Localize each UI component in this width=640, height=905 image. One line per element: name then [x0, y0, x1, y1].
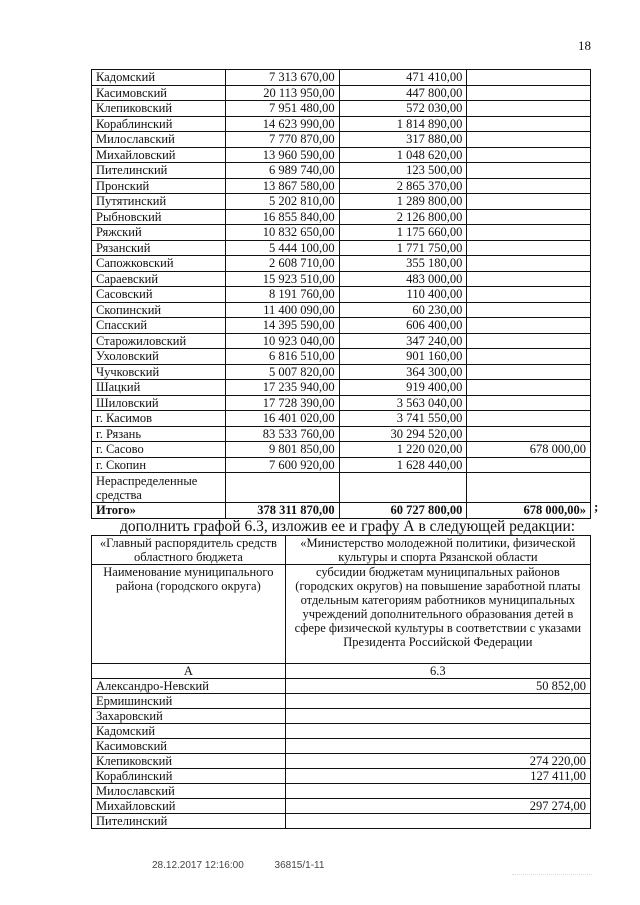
amount-c2: 7 770 870,00 [225, 132, 339, 148]
allocation-table [91, 69, 591, 519]
subsidy-value [285, 724, 590, 739]
amount-c2: 8 191 760,00 [225, 287, 339, 303]
amount-c3: 447 800,00 [339, 85, 467, 101]
district-name: Сараевский [92, 271, 226, 287]
amount-c4 [467, 147, 591, 163]
amount-c3: 572 030,00 [339, 101, 467, 117]
table-row [92, 147, 591, 163]
district-name: Рыбновский [92, 209, 226, 225]
footer [152, 860, 352, 871]
amount-c2: 17 235 940,00 [225, 380, 339, 396]
subsidy-value [285, 694, 590, 709]
amount-c3: 30 294 520,00 [339, 426, 467, 442]
district-name: г. Сасово [92, 442, 226, 458]
table-row [92, 101, 591, 117]
district-name: Кораблинский [92, 769, 286, 784]
amount-c3: 60 230,00 [339, 302, 467, 318]
amount-c3: 347 240,00 [339, 333, 467, 349]
total-label: Итого» [92, 503, 226, 519]
amount-c4 [467, 287, 591, 303]
district-name: Путятинский [92, 194, 226, 210]
table-row [92, 302, 591, 318]
table-row [92, 411, 591, 427]
district-name: Милославский [92, 132, 226, 148]
district-name: Пронский [92, 178, 226, 194]
amount-c4 [467, 116, 591, 132]
amount-c2: 5 202 810,00 [225, 194, 339, 210]
column-label-b: 6.3 [285, 664, 590, 679]
page-number: 18 [578, 38, 591, 53]
amount-c4 [467, 101, 591, 117]
amount-c4 [467, 271, 591, 287]
district-name: Пителинский [92, 814, 286, 829]
district-name: Спасский [92, 318, 226, 334]
table-row [92, 739, 591, 754]
header-row [92, 536, 591, 565]
amount-c4 [467, 349, 591, 365]
subsidy-value: 274 220,00 [285, 754, 590, 769]
district-name: Александро-Невский [92, 679, 286, 694]
district-name: Рязанский [92, 240, 226, 256]
district-name: Ермишинский [92, 694, 286, 709]
amount-c4 [467, 70, 591, 86]
amount-c2: 6 816 510,00 [225, 349, 339, 365]
table-row [92, 209, 591, 225]
subsidy-value [285, 739, 590, 754]
amount-c3: 1 771 750,00 [339, 240, 467, 256]
table-row-undistributed [92, 473, 591, 503]
faint-marks [512, 858, 592, 875]
table-row [92, 754, 591, 769]
table-row [92, 333, 591, 349]
table-row [92, 784, 591, 799]
subsidy-value [285, 709, 590, 724]
amount-c4 [467, 380, 591, 396]
district-name: Касимовский [92, 739, 286, 754]
amount-c3: 1 289 800,00 [339, 194, 467, 210]
footer-doc-id: 36815/1-11 [274, 860, 325, 871]
table-row [92, 814, 591, 829]
amount-c2: 7 313 670,00 [225, 70, 339, 86]
amount-c4 [467, 225, 591, 241]
amount-c2: 13 960 590,00 [225, 147, 339, 163]
table-row [92, 442, 591, 458]
amount-c2: 9 801 850,00 [225, 442, 339, 458]
district-name: Михайловский [92, 147, 226, 163]
amount-c3: 2 865 370,00 [339, 178, 467, 194]
amount-c3: 1 220 020,00 [339, 442, 467, 458]
amount-c4 [467, 302, 591, 318]
district-name: Шиловский [92, 395, 226, 411]
district-name: г. Скопин [92, 457, 226, 473]
table-row [92, 364, 591, 380]
footer-timestamp: 28.12.2017 12:16:00 [152, 860, 244, 871]
subsidy-value [285, 814, 590, 829]
amount-c2: 14 623 990,00 [225, 116, 339, 132]
amount-c2: 10 923 040,00 [225, 333, 339, 349]
amount-c3: 901 160,00 [339, 349, 467, 365]
amount-c3: 317 880,00 [339, 132, 467, 148]
amount-c4 [467, 318, 591, 334]
amount-c2: 7 600 920,00 [225, 457, 339, 473]
total-col2: 378 311 870,00 [225, 503, 339, 519]
table-row [92, 163, 591, 179]
header-left: «Главный распорядитель средств областного бюджета [92, 536, 286, 565]
table-row-total [92, 503, 591, 519]
amount-c3: 3 741 550,00 [339, 411, 467, 427]
district-name: Ухоловский [92, 349, 226, 365]
amount-c4 [467, 395, 591, 411]
district-name: Клепиковский [92, 101, 226, 117]
table-row [92, 240, 591, 256]
district-name: Сапожковский [92, 256, 226, 272]
amount-c3: 3 563 040,00 [339, 395, 467, 411]
table-row [92, 724, 591, 739]
table-row [92, 694, 591, 709]
district-name: Шацкий [92, 380, 226, 396]
district-name: Ряжский [92, 225, 226, 241]
district-name: Кадомский [92, 724, 286, 739]
amount-c2: 17 728 390,00 [225, 395, 339, 411]
amount-c2: 6 989 740,00 [225, 163, 339, 179]
amount-c2: 20 113 950,00 [225, 85, 339, 101]
subheader-left: Наименование муниципального района (городского округа) [92, 565, 286, 664]
subsidy-table-body [92, 679, 591, 829]
amount-c3: 1 175 660,00 [339, 225, 467, 241]
table-row [92, 395, 591, 411]
district-name: Сасовский [92, 287, 226, 303]
subsidy-value [285, 784, 590, 799]
district-name: Кадомский [92, 70, 226, 86]
subheader-right: субсидии бюджетам муниципальных районов (городских округов) на повышение заработной платы отдельным категориям работников муниципальных учреждений дополнительного образования детей в сфере физической культуры в соответствии с указами Президента Российской Федерации [285, 565, 590, 664]
column-label-row [92, 664, 591, 679]
table-row [92, 799, 591, 814]
amount-c4 [467, 194, 591, 210]
table-row [92, 679, 591, 694]
amount-c3: 1 048 620,00 [339, 147, 467, 163]
amount-c3: 1 628 440,00 [339, 457, 467, 473]
amount-c2: 10 832 650,00 [225, 225, 339, 241]
table-row [92, 70, 591, 86]
amount-c4 [467, 163, 591, 179]
amount-c3: 364 300,00 [339, 364, 467, 380]
table-row [92, 178, 591, 194]
subsidy-value: 127 411,00 [285, 769, 590, 784]
table-row [92, 709, 591, 724]
district-name: Захаровский [92, 709, 286, 724]
district-name: Касимовский [92, 85, 226, 101]
district-name: Кораблинский [92, 116, 226, 132]
amount-c4 [467, 85, 591, 101]
header-right: «Министерство молодежной политики, физической культуры и спорта Рязанской области [285, 536, 590, 565]
subheader-row [92, 565, 591, 664]
table-row [92, 85, 591, 101]
table-row [92, 349, 591, 365]
subsidy-table [91, 535, 591, 829]
amount-c4 [467, 364, 591, 380]
total-col3: 60 727 800,00 [339, 503, 467, 519]
amount-c4 [467, 132, 591, 148]
amount-c3: 123 500,00 [339, 163, 467, 179]
trailing-semicolon: ; [594, 499, 599, 514]
district-name: г. Рязань [92, 426, 226, 442]
table-row [92, 426, 591, 442]
amount-c2: 15 923 510,00 [225, 271, 339, 287]
amount-c2: 5 007 820,00 [225, 364, 339, 380]
district-name: Старожиловский [92, 333, 226, 349]
amount-c4 [467, 178, 591, 194]
amount-c2: 83 533 760,00 [225, 426, 339, 442]
amount-c3: 606 400,00 [339, 318, 467, 334]
table-row [92, 769, 591, 784]
amount-c3: 483 000,00 [339, 271, 467, 287]
table-row [92, 256, 591, 272]
table-row [92, 225, 591, 241]
subsidy-value: 297 274,00 [285, 799, 590, 814]
total-col4: 678 000,00» [467, 503, 591, 519]
table-row [92, 132, 591, 148]
allocation-table-body [92, 70, 591, 473]
undistributed-label: Нераспределенные средства [92, 473, 226, 503]
amount-c2: 11 400 090,00 [225, 302, 339, 318]
amount-c4: 678 000,00 [467, 442, 591, 458]
amount-c4 [467, 209, 591, 225]
amount-c4 [467, 426, 591, 442]
amount-c3: 1 814 890,00 [339, 116, 467, 132]
district-name: г. Касимов [92, 411, 226, 427]
amount-c2: 16 401 020,00 [225, 411, 339, 427]
district-name: Милославский [92, 784, 286, 799]
amount-c4 [467, 240, 591, 256]
district-name: Скопинский [92, 302, 226, 318]
amount-c4 [467, 333, 591, 349]
amount-c4 [467, 256, 591, 272]
amount-c2: 14 395 590,00 [225, 318, 339, 334]
amount-c2: 2 608 710,00 [225, 256, 339, 272]
amount-c3: 2 126 800,00 [339, 209, 467, 225]
table-row [92, 194, 591, 210]
district-name: Михайловский [92, 799, 286, 814]
amount-c3: 919 400,00 [339, 380, 467, 396]
amount-c4 [467, 411, 591, 427]
table-row [92, 380, 591, 396]
subsidy-value: 50 852,00 [285, 679, 590, 694]
table-row [92, 116, 591, 132]
table-row [92, 271, 591, 287]
amount-c3: 471 410,00 [339, 70, 467, 86]
amount-c2: 7 951 480,00 [225, 101, 339, 117]
district-name: Пителинский [92, 163, 226, 179]
table-row [92, 287, 591, 303]
district-name: Чучковский [92, 364, 226, 380]
column-label-a: А [92, 664, 286, 679]
amount-c4 [467, 457, 591, 473]
amount-c2: 5 444 100,00 [225, 240, 339, 256]
amount-c3: 355 180,00 [339, 256, 467, 272]
amount-c2: 16 855 840,00 [225, 209, 339, 225]
amount-c2: 13 867 580,00 [225, 178, 339, 194]
instruction-text: дополнить графой 6.3, изложив ее и графу А в следующей редакции: [120, 518, 576, 535]
table-row [92, 457, 591, 473]
amount-c3: 110 400,00 [339, 287, 467, 303]
district-name: Клепиковский [92, 754, 286, 769]
table-row [92, 318, 591, 334]
